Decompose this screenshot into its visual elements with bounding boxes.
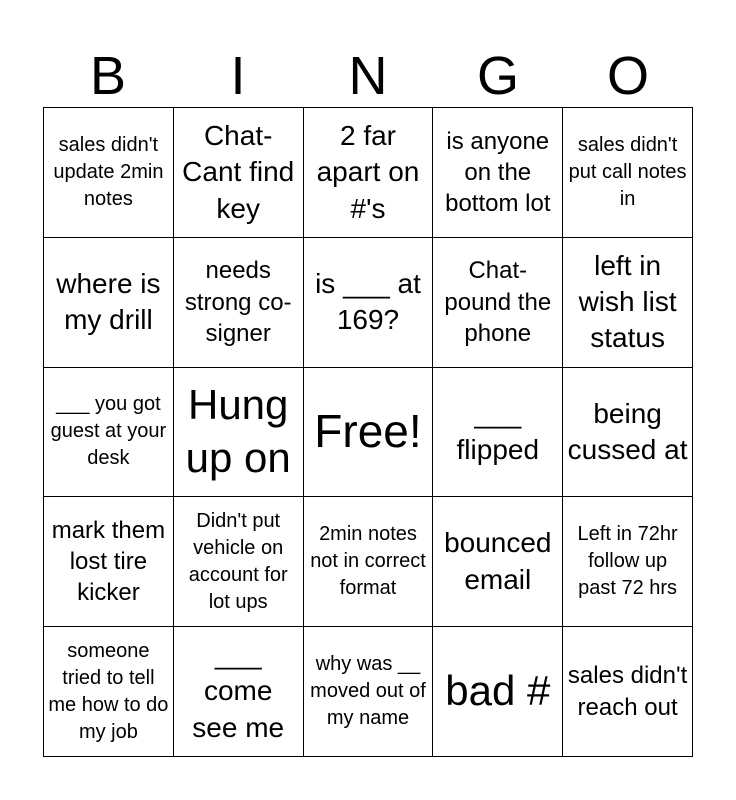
- bingo-cell-text: ___ flipped: [456, 397, 540, 465]
- bingo-cell-text: Chat- pound the phone: [444, 257, 552, 347]
- bingo-cell[interactable]: [433, 497, 563, 627]
- bingo-cell-text: sales didn't put call notes in: [568, 133, 687, 210]
- bingo-cell-text: Left in 72hr follow up past 72 hrs: [577, 523, 678, 600]
- bingo-cell[interactable]: [433, 368, 563, 498]
- header-letter-n: N: [348, 46, 388, 106]
- bingo-cell-text: Didn't put vehicle on account for lot ups: [188, 509, 288, 613]
- bingo-cell-text: sales didn't reach out: [567, 662, 688, 721]
- bingo-cell-text: being cussed at: [567, 397, 688, 465]
- bingo-cell-free-space[interactable]: [304, 368, 434, 498]
- bingo-cell[interactable]: [563, 368, 693, 498]
- bingo-cell[interactable]: [304, 238, 434, 368]
- bingo-cell-text: 2min notes not in correct format: [310, 523, 426, 600]
- header-letter-g: G: [476, 46, 519, 106]
- bingo-cell[interactable]: [563, 497, 693, 627]
- bingo-cell-text: bounced email: [444, 527, 552, 595]
- bingo-cell-text: is ___ at 169?: [315, 267, 421, 336]
- bingo-cell-text: ___ you got guest at your desk: [50, 393, 167, 470]
- bingo-cell[interactable]: [174, 108, 304, 238]
- bingo-cell[interactable]: [174, 238, 304, 368]
- bingo-cell-text: Chat- Cant find key: [182, 119, 295, 224]
- bingo-cell[interactable]: [44, 368, 174, 498]
- bingo-cell-text: why was __ moved out of my name: [310, 653, 426, 730]
- bingo-cell-text: is anyone on the bottom lot: [445, 127, 551, 217]
- bingo-cell[interactable]: [44, 497, 174, 627]
- bingo-card-grid: [43, 107, 693, 757]
- bingo-cell[interactable]: [174, 497, 304, 627]
- bingo-cell[interactable]: [433, 238, 563, 368]
- bingo-cell-text: Hung up on: [185, 381, 291, 481]
- bingo-cell[interactable]: [44, 627, 174, 757]
- bingo-cell-text: mark them lost tire kicker: [51, 517, 166, 607]
- bingo-cell-text: sales didn't update 2min notes: [53, 133, 164, 210]
- bingo-cell[interactable]: [44, 238, 174, 368]
- bingo-cell[interactable]: [304, 497, 434, 627]
- bingo-cell-text: ___ come see me: [192, 639, 285, 743]
- bingo-cell[interactable]: [44, 108, 174, 238]
- bingo-cell-text: Free!: [314, 405, 422, 458]
- bingo-cell[interactable]: [563, 238, 693, 368]
- bingo-cell[interactable]: [563, 108, 693, 238]
- bingo-cell-text: bad #: [445, 667, 551, 715]
- bingo-cell-text: where is my drill: [56, 267, 161, 336]
- bingo-cell[interactable]: [174, 627, 304, 757]
- bingo-cell-text: someone tried to tell me how to do my job: [48, 639, 169, 743]
- bingo-cell[interactable]: [433, 627, 563, 757]
- bingo-cell-text: 2 far apart on #'s: [316, 119, 420, 224]
- bingo-cell[interactable]: [563, 627, 693, 757]
- bingo-cell-text: needs strong co-signer: [184, 257, 292, 347]
- bingo-cell[interactable]: [433, 108, 563, 238]
- bingo-header: [43, 44, 693, 108]
- header-letter-i: I: [230, 46, 246, 106]
- bingo-cell-text: left in wish list status: [578, 249, 677, 354]
- bingo-cell[interactable]: [304, 108, 434, 238]
- bingo-cell[interactable]: [174, 368, 304, 498]
- header-letter-b: B: [89, 46, 127, 106]
- bingo-cell[interactable]: [304, 627, 434, 757]
- header-letter-o: O: [606, 46, 649, 106]
